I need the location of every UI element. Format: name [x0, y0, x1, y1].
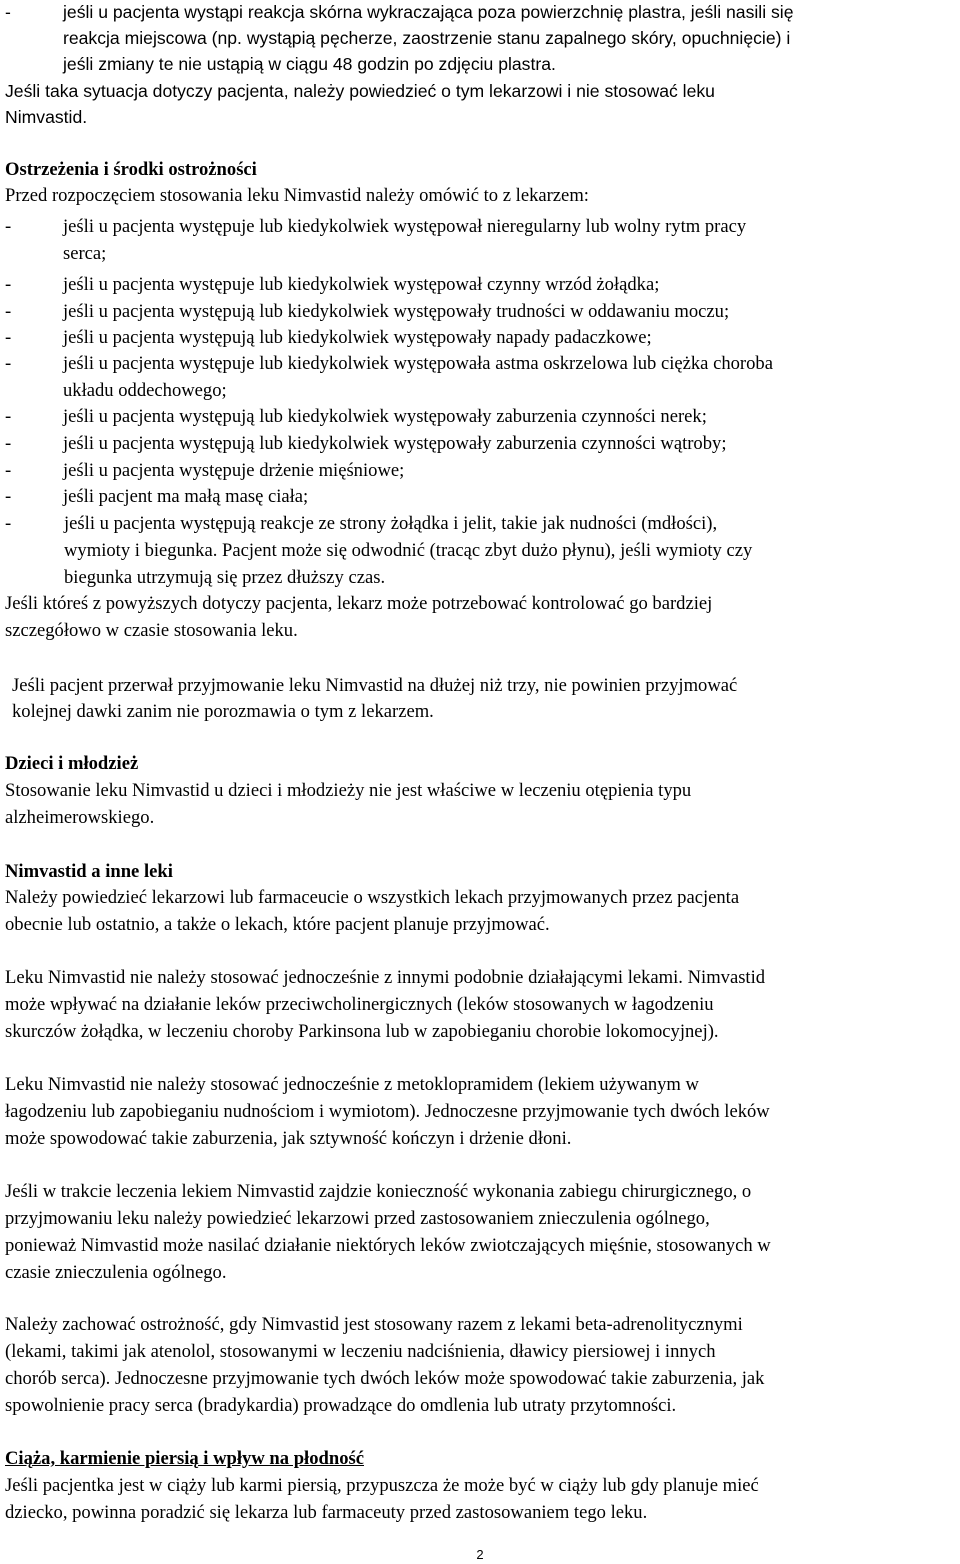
warning-bullet-line: jeśli u pacjenta występują lub kiedykolwiek występowały trudności w oddawaniu moczu; [63, 301, 730, 322]
other-drugs-line: Leku Nimvastid nie należy stosować jednocześnie z innymi podobnie działającymi lekami. Nimvastid [5, 967, 766, 988]
other-drugs-line: przyjmowaniu leku należy powiedzieć lekarzowi przed zastosowaniem znieczulenia ogólnego, [5, 1208, 710, 1229]
other-drugs-line: (lekami, takimi jak atenolol, stosowanymi w leczeniu nadciśnienia, dławicy piersiowej i innych [5, 1341, 716, 1362]
warning-bullet-line: wymioty i biegunka. Pacjent może się odwodnić (tracąc zbyt dużo płynu), jeśli wymioty czy [64, 540, 753, 561]
intro-item-line: jeśli u pacjenta wystąpi reakcja skórna wykraczająca poza powierzchnię plastra, jeśli nasili się [63, 2, 794, 22]
bullet-dash: - [5, 460, 12, 481]
other-drugs-line: obecnie lub ostatnio, a także o lekach, które pacjent planuje przyjmować. [5, 914, 550, 935]
bullet-dash: - [5, 433, 12, 454]
intro-item-line: reakcja miejscowa (np. wystąpią pęcherze, zaostrzenie stanu zapalnego skóry, opuchnięcie) i [63, 28, 791, 48]
other-drugs-line: ponieważ Nimvastid może nasilać działanie niektórych leków zwiotczających mięśnie, stosowanych w [5, 1235, 771, 1256]
intro-note-line: Nimvastid. [5, 107, 88, 127]
bullet-dash: - [5, 406, 12, 427]
warnings-closing-line: Jeśli któreś z powyższych dotyczy pacjenta, lekarz może potrzebować kontrolować go bardziej [5, 593, 713, 614]
warning-bullet-line: układu oddechowego; [63, 380, 227, 401]
intro-item-line: jeśli zmiany te nie ustąpią w ciągu 48 godzin po zdjęciu plastra. [63, 54, 556, 74]
interrupt-note-line: Jeśli pacjent przerwał przyjmowanie leku Nimvastid na dłużej niż trzy, nie powinien przyjmować [12, 675, 738, 696]
children-line: Stosowanie leku Nimvastid u dzieci i młodzieży nie jest właściwe w leczeniu otępienia typu [5, 780, 692, 801]
other-drugs-line: skurczów żołądka, w leczeniu choroby Parkinsona lub w zapobieganiu chorobie lokomocyjnej). [5, 1021, 719, 1042]
warnings-closing-line: szczegółowo w czasie stosowania leku. [5, 620, 298, 641]
other-drugs-line: czasie znieczulenia ogólnego. [5, 1262, 227, 1283]
other-drugs-line: Należy zachować ostrożność, gdy Nimvastid jest stosowany razem z lekami beta-adrenolitycznymi [5, 1314, 743, 1335]
warning-bullet-line: jeśli pacjent ma małą masę ciała; [63, 486, 309, 507]
page-number: 2 [476, 1547, 484, 1562]
pregnancy-line: Jeśli pacjentka jest w ciąży lub karmi piersią, przypuszcza że może być w ciąży lub gdy planuje mieć [5, 1475, 759, 1496]
bullet-dash: - [5, 2, 11, 22]
bullet-dash: - [5, 274, 12, 295]
bullet-dash: - [5, 353, 12, 374]
bullet-dash: - [5, 513, 12, 534]
warning-bullet-line: jeśli u pacjenta występują lub kiedykolwiek występowały zaburzenia czynności wątroby; [63, 433, 727, 454]
other-drugs-line: Jeśli w trakcie leczenia lekiem Nimvastid zajdzie konieczność wykonania zabiegu chirurgicznego, o [5, 1181, 752, 1202]
warning-bullet-line: jeśli u pacjenta występuje lub kiedykolwiek występował nieregularny lub wolny rytm pracy [63, 216, 747, 237]
warning-bullet-line: jeśli u pacjenta występuje lub kiedykolwiek występował czynny wrzód żołądka; [63, 274, 660, 295]
other-drugs-line: może wpływać na działanie leków przeciwcholinergicznych (leków stosowanych w łagodzeniu [5, 994, 714, 1015]
other-drugs-line: spowolnienie pracy serca (bradykardia) prowadzące do omdlenia lub utraty przytomności. [5, 1395, 677, 1416]
warning-bullet-line: biegunka utrzymują się przez dłuższy czas. [64, 567, 386, 588]
other-drugs-line: Należy powiedzieć lekarzowi lub farmaceucie o wszystkich lekach przyjmowanych przez pacjenta [5, 887, 740, 908]
intro-note-line: Jeśli taka sytuacja dotyczy pacjenta, należy powiedzieć o tym lekarzowi i nie stosować leku [5, 81, 715, 101]
children-heading: Dzieci i młodzież [5, 753, 139, 774]
bullet-dash: - [5, 327, 12, 348]
pregnancy-line: dziecko, powinna poradzić się lekarza lub farmaceuty przed zastosowaniem tego leku. [5, 1502, 648, 1523]
bullet-dash: - [5, 301, 12, 322]
other-drugs-line: chorób serca). Jednoczesne przyjmowanie tych dwóch leków może spowodować takie zaburzenia, jak [5, 1368, 765, 1389]
interrupt-note-line: kolejnej dawki zanim nie porozmawia o tym z lekarzem. [12, 701, 434, 722]
other-drugs-line: może spowodować takie zaburzenia, jak sztywność kończyn i drżenie dłoni. [5, 1128, 572, 1149]
warning-bullet-line: jeśli u pacjenta występują lub kiedykolwiek występowały napady padaczkowe; [63, 327, 652, 348]
warning-bullet-line: jeśli u pacjenta występują reakcje ze strony żołądka i jelit, takie jak nudności (mdłości), [64, 513, 718, 534]
pregnancy-heading: Ciąża, karmienie piersią i wpływ na płodność [5, 1448, 364, 1469]
warning-bullet-line: jeśli u pacjenta występuje lub kiedykolwiek występowała astma oskrzelowa lub ciężka choroba [63, 353, 773, 374]
warning-bullet-line: jeśli u pacjenta występują lub kiedykolwiek występowały zaburzenia czynności nerek; [63, 406, 707, 427]
bullet-dash: - [5, 216, 12, 237]
warning-bullet-line: jeśli u pacjenta występuje drżenie mięśniowe; [63, 460, 405, 481]
warnings-heading: Ostrzeżenia i środki ostrożności [5, 159, 257, 180]
other-drugs-line: Leku Nimvastid nie należy stosować jednocześnie z metoklopramidem (lekiem używanym w [5, 1074, 699, 1095]
bullet-dash: - [5, 486, 12, 507]
children-line: alzheimerowskiego. [5, 807, 155, 828]
other-drugs-heading: Nimvastid a inne leki [5, 861, 173, 882]
other-drugs-line: łagodzeniu lub zapobieganiu nudnościom i wymiotom). Jednoczesne przyjmowanie tych dwóch leków [5, 1101, 770, 1122]
warning-bullet-line: serca; [63, 243, 107, 264]
warnings-lead: Przed rozpoczęciem stosowania leku Nimvastid należy omówić to z lekarzem: [5, 185, 589, 206]
